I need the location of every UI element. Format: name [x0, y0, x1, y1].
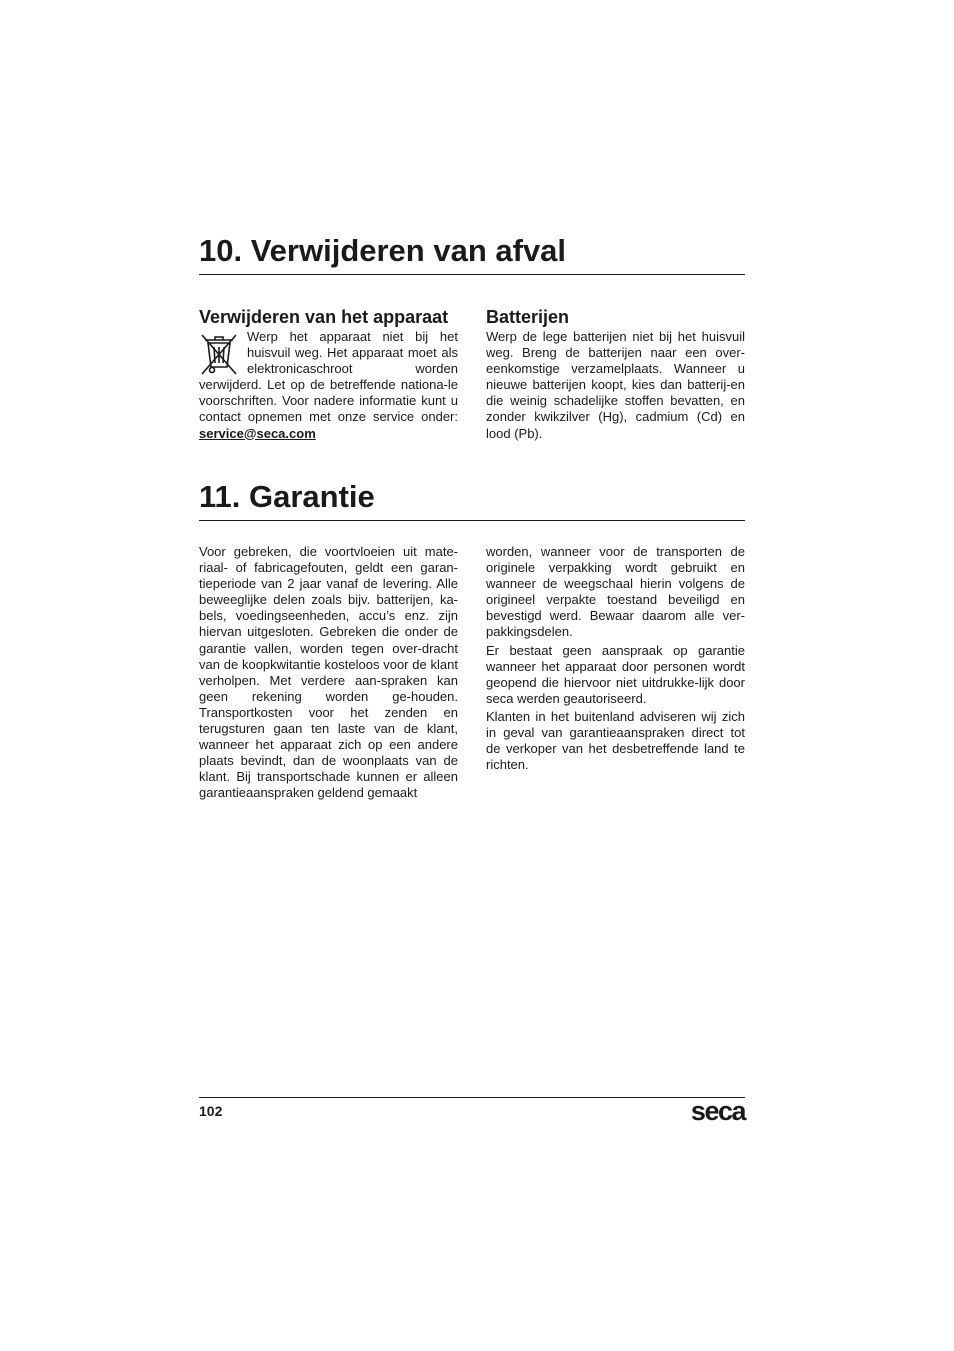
- seca-logo: seca: [690, 1096, 745, 1126]
- section-10-title: 10. Verwijderen van afval: [199, 233, 745, 275]
- batteries-column: [486, 306, 745, 442]
- section-11-title: 11. Garantie: [199, 479, 745, 521]
- warranty-right-column: [486, 544, 745, 773]
- batteries-heading: Batterijen: [486, 307, 570, 327]
- warranty-paragraph: worden, wanneer voor de transporten de originele verpakking wordt gebruikt en wanneer de weegschaal hierin volgens de origineel verpakte toestand beveiligd en bevestigd werd. Bewaar daarom alle ver-pakkingsdelen.: [486, 544, 745, 640]
- disposal-device-column: [199, 306, 458, 442]
- warranty-paragraph: Er bestaat geen aanspraak op garantie wanneer het apparaat door personen wordt geopend die hiervoor niet uitdrukke-lijk door seca werden geautoriseerd.: [486, 642, 745, 706]
- page-number: 102: [199, 1103, 223, 1119]
- footer-divider: [199, 1097, 745, 1098]
- disposal-device-text: Werp het apparaat niet bij het huisvuil weg. Het apparaat moet als elektronicaschroot worden verwijderd. Let op de betreffende nationa-le voorschriften. Voor nadere informatie kunt u contact opnemen met onze service onder:: [199, 329, 458, 425]
- warranty-paragraph: Klanten in het buitenland adviseren wij zich in geval van garantieaanspraken direct tot de verkoper van het desbetreffende land te richten.: [486, 708, 745, 773]
- service-email-link[interactable]: service@seca.com: [199, 425, 316, 441]
- warranty-left-text: Voor gebreken, die voortvloeien uit mate-riaal- of fabricagefouten, geldt een garan-tieperiode van 2 jaar vanaf de levering. Alle beweeglijke delen zoals bijv. batterijen, ka-bels, voedingseenheden, accu’s enz. zijn hiervan uitgesloten. Gebreken die onder de garantie vallen, worden tegen over-dracht van de koopkwitantie kosteloos voor de klant verholpen. Met verdere aan-spraken kan geen rekening worden ge-houden. Transportkosten voor het zenden en terugsturen gaan ten laste van de klant, wanneer het apparaat zich op een andere plaats bevindt, dan de woonplaats van de klant. Bij transportschade kunnen er alleen garantieaanspraken geldend gemaakt: [199, 544, 458, 801]
- disposal-device-heading: Verwijderen van het apparaat: [199, 307, 449, 327]
- warranty-left-column: [199, 544, 458, 802]
- batteries-text: Werp de lege batterijen niet bij het huisvuil weg. Breng de batterijen naar een over-eenkomstige verzamelplaats. Wanneer u nieuwe batterijen koopt, kies dan batterij-en die weinig schadelijke stoffen bevatten, en zonder kwikzilver (Hg), cadmium (Cd) en lood (Pb).: [486, 329, 745, 441]
- crossed-out-wheelie-bin-icon: [199, 333, 239, 377]
